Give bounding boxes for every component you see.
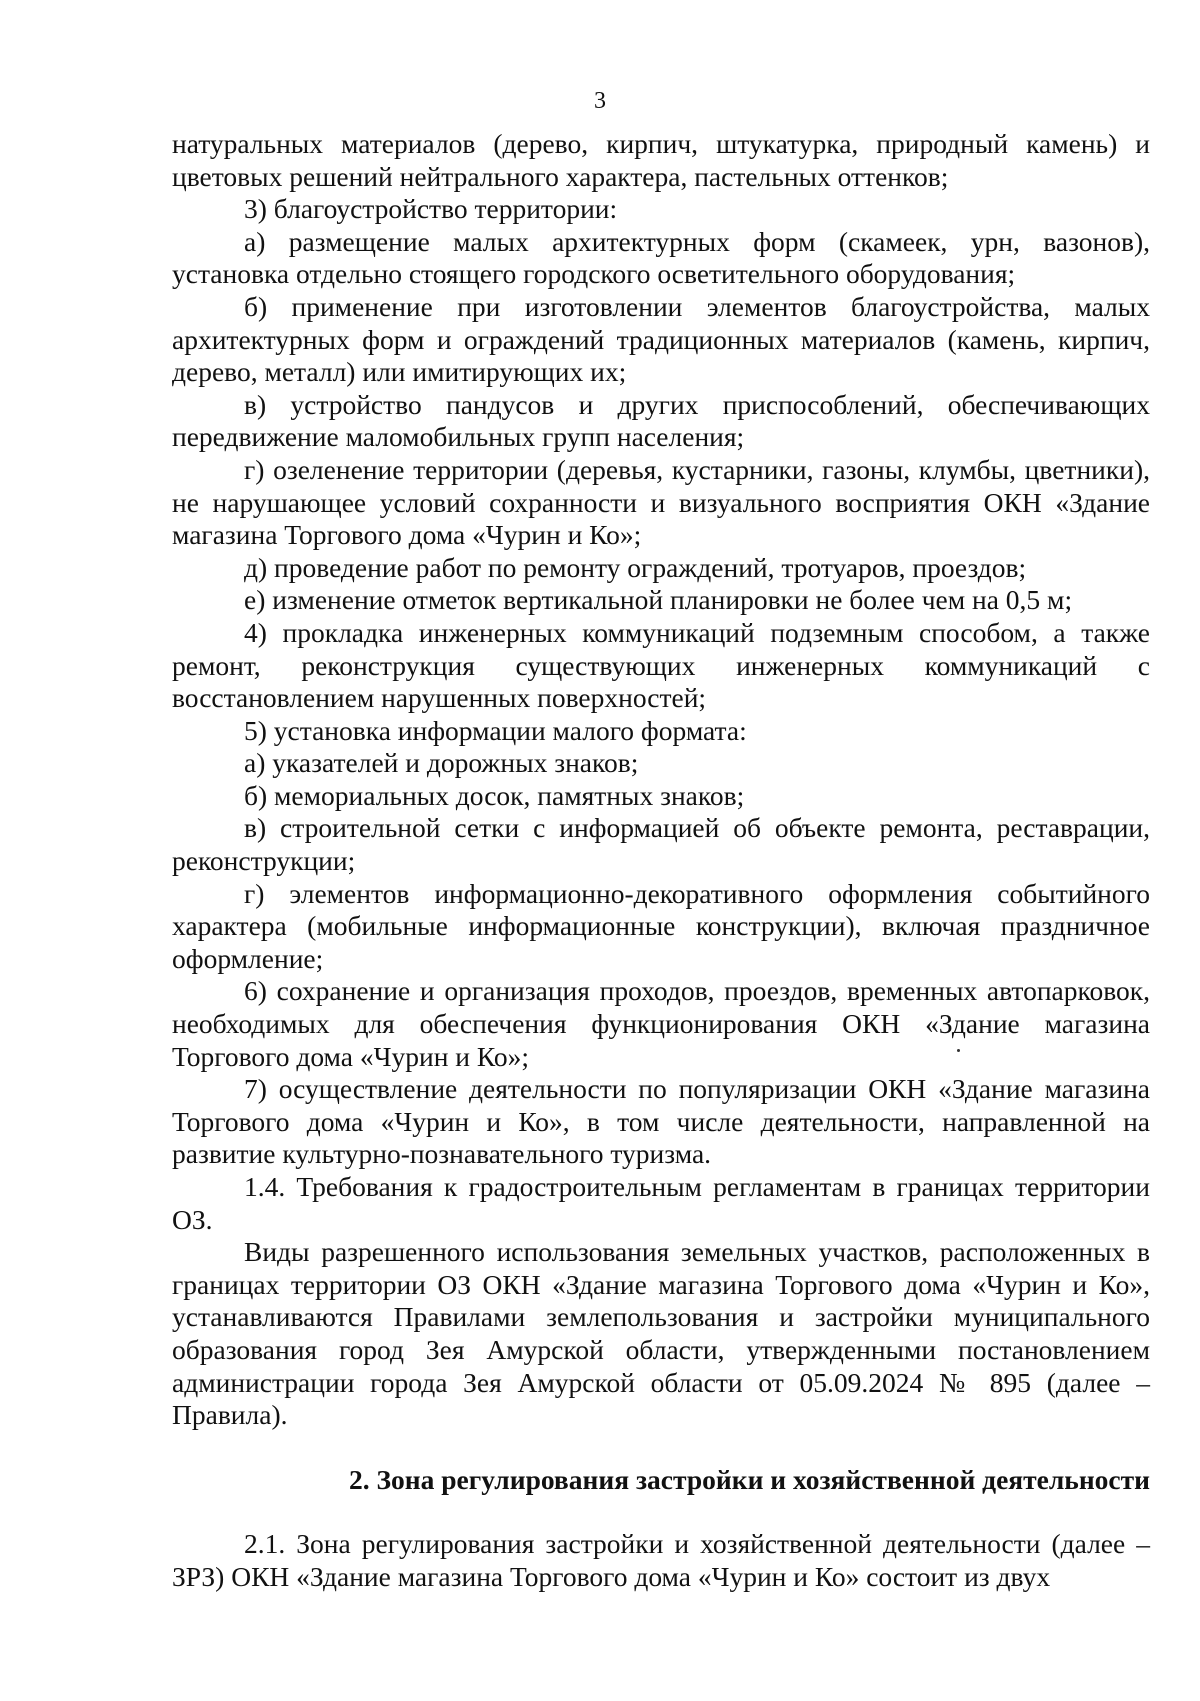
paragraph: а) указателей и дорожных знаков;	[244, 747, 639, 779]
paragraph: в) строительной сетки с информацией об объекте ремонта, реставрации, реконструкции;	[172, 812, 1150, 877]
scan-artifact	[957, 1049, 960, 1052]
paragraph: 7) осуществление деятельности по популяризации ОКН «Здание магазина Торгового дома «Чурин и Ко», в том числе деятельности, направленной на развитие культурно-познавательного туризма.	[172, 1073, 1150, 1170]
section-heading: 2. Зона регулирования застройки и хозяйственной деятельности	[349, 1464, 1150, 1495]
paragraph: 2.1. Зона регулирования застройки и хозяйственной деятельности (далее – ЗРЗ) ОКН «Здание магазина Торгового дома «Чурин и Ко» состоит из двух	[172, 1528, 1150, 1592]
paragraph: б) мемориальных досок, памятных знаков;	[244, 779, 745, 811]
document-body	[172, 128, 1150, 1432]
paragraph: натуральных материалов (дерево, кирпич, штукатурка, природный камень) и цветовых решений нейтрального характера, пастельных оттенков;	[172, 128, 1150, 192]
page-number: 3	[594, 88, 606, 114]
paragraph: а) размещение малых архитектурных форм (скамеек, урн, вазонов), установка отдельно стоящего городского осветительного оборудования;	[172, 225, 1150, 290]
paragraph: 5) установка информации малого формата:	[244, 714, 747, 746]
paragraph: 1.4. Требования к градостроительным регламентам в границах территории ОЗ.	[172, 1171, 1150, 1235]
paragraph: д) проведение работ по ремонту ограждений, тротуаров, проездов;	[244, 551, 1027, 583]
paragraph: 4) прокладка инженерных коммуникаций подземным способом, а также ремонт, реконструкция существующих инженерных коммуникаций с восстановлением нарушенных поверхностей;	[172, 616, 1150, 714]
section-body	[172, 1527, 1150, 1593]
paragraph: 6) сохранение и организация проходов, проездов, временных автопарковок, необходимых для обеспечения функционирования ОКН «Здание магазина Торгового дома «Чурин и Ко»;	[172, 975, 1150, 1072]
paragraph: Виды разрешенного использования земельных участков, расположенных в границах территории ОЗ ОКН «Здание магазина Торгового дома «Чурин и Ко», устанавливаются Правилами землепользования и застройки муниципального образования город Зея Амурской области, утвержденными постановлением администрации города Зея Амурской области от 05.09.2024 № 895 (далее – Правила).	[172, 1236, 1150, 1431]
paragraph: г) элементов информационно-декоративного оформления событийного характера (мобильные информационные конструкции), включая праздничное оформление;	[172, 877, 1150, 974]
paragraph: в) устройство пандусов и других приспособлений, обеспечивающих передвижение маломобильных групп населения;	[172, 388, 1150, 453]
paragraph: б) применение при изготовлении элементов благоустройства, малых архитектурных форм и ограждений традиционных материалов (камень, кирпич, дерево, металл) или имитирующих их;	[172, 290, 1150, 388]
paragraph: 3) благоустройство территории:	[244, 193, 618, 225]
paragraph: г) озеленение территории (деревья, кустарники, газоны, клумбы, цветники), не нарушающее условий сохранности и визуального восприятия ОКН «Здание магазина Торгового дома «Чурин и Ко»;	[172, 453, 1150, 551]
paragraph: е) изменение отметок вертикальной планировки не более чем на 0,5 м;	[244, 584, 1073, 616]
